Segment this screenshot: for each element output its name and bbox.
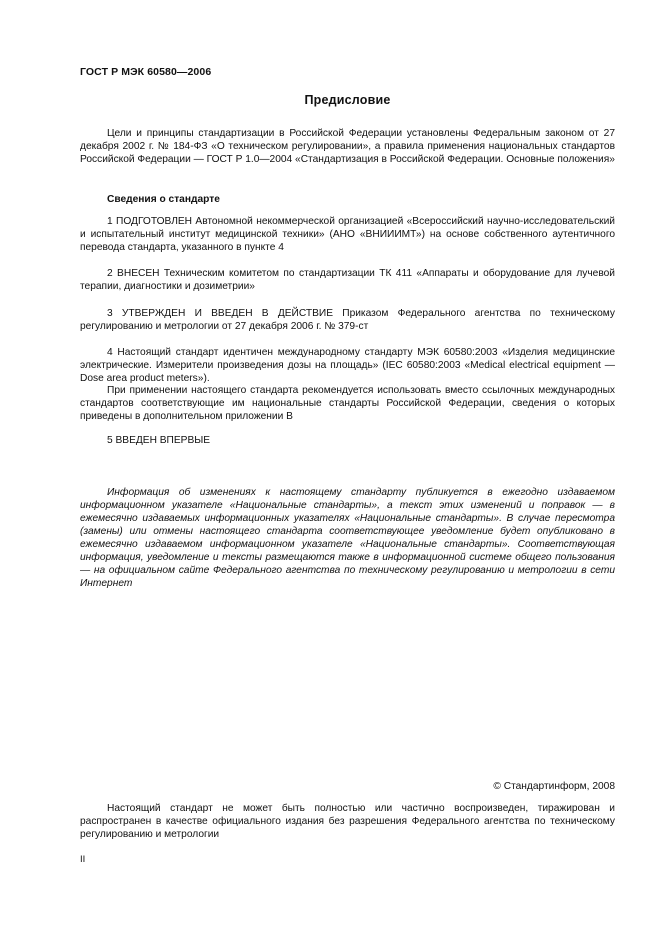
item-4-paragraph: 4 Настоящий стандарт идентичен международному стандарту МЭК 60580:2003 «Изделия медицинские электрические. Измерители произведения дозы на площадь» (IEC 60580:2003 «Medical electrical equipment — Dose area product meters»). [80, 347, 615, 384]
document-header: ГОСТ Р МЭК 60580—2006 [80, 66, 212, 78]
intro-paragraph: Цели и принципы стандартизации в Российской Федерации установлены Федеральным законом от 27 декабря 2002 г. № 184-ФЗ «О техническом регулировании», а правила применения национальных стандартов Российской Федерации — ГОСТ Р 1.0—2004 «Стандартизация в Российской Федерации. Основные положения» [80, 128, 615, 165]
page-title: Предисловие [304, 93, 391, 107]
notice-paragraph: Информация об изменениях к настоящему стандарту публикуется в ежегодно издаваемом информационном указателе «Национальные стандарты», а текст этих изменений и поправок — в ежемесячно издаваемых информационных указателях «Национальные стандарты». В случае пересмотра (замены) или отмены настоящего стандарта соответствующее уведомление будет опубликовано в ежемесячно издаваемом информационном указателе «Национальные стандарты». Соответствующая информация, уведомление и тексты размещаются также в информационной системе общего пользования — на официальном сайте Федерального агентства по техническому регулированию и метрологии в сети Интернет [80, 487, 615, 589]
copyright-line: © Стандартинформ, 2008 [493, 781, 615, 792]
section-heading: Сведения о стандарте [107, 194, 220, 205]
item-5-paragraph: 5 ВВЕДЕН ВПЕРВЫЕ [107, 435, 211, 446]
item-1-paragraph: 1 ПОДГОТОВЛЕН Автономной некоммерческой организацией «Всероссийский научно-исследовательский и испытательный институт медицинской техники» (АНО «ВНИИИМТ») на основе собственного аутентичного перевода стандарта, указанного в пункте 4 [80, 216, 615, 253]
page-number: II [80, 854, 86, 865]
item-4-note-paragraph: При применении настоящего стандарта рекомендуется использовать вместо ссылочных международных стандартов соответствующие им национальные стандарты Российской Федерации, сведения о которых приведены в дополнительном приложении В [80, 385, 615, 422]
item-2-paragraph: 2 ВНЕСЕН Техническим комитетом по стандартизации ТК 411 «Аппараты и оборудование для лучевой терапии, диагностики и дозиметрии» [80, 268, 615, 292]
item-3-paragraph: 3 УТВЕРЖДЕН И ВВЕДЕН В ДЕЙСТВИЕ Приказом Федерального агентства по техническому регулированию и метрологии от 27 декабря 2006 г. № 379-ст [80, 308, 615, 332]
rights-paragraph: Настоящий стандарт не может быть полностью или частично воспроизведен, тиражирован и распространен в качестве официального издания без разрешения Федерального агентства по техническому регулированию и метрологии [80, 803, 615, 840]
